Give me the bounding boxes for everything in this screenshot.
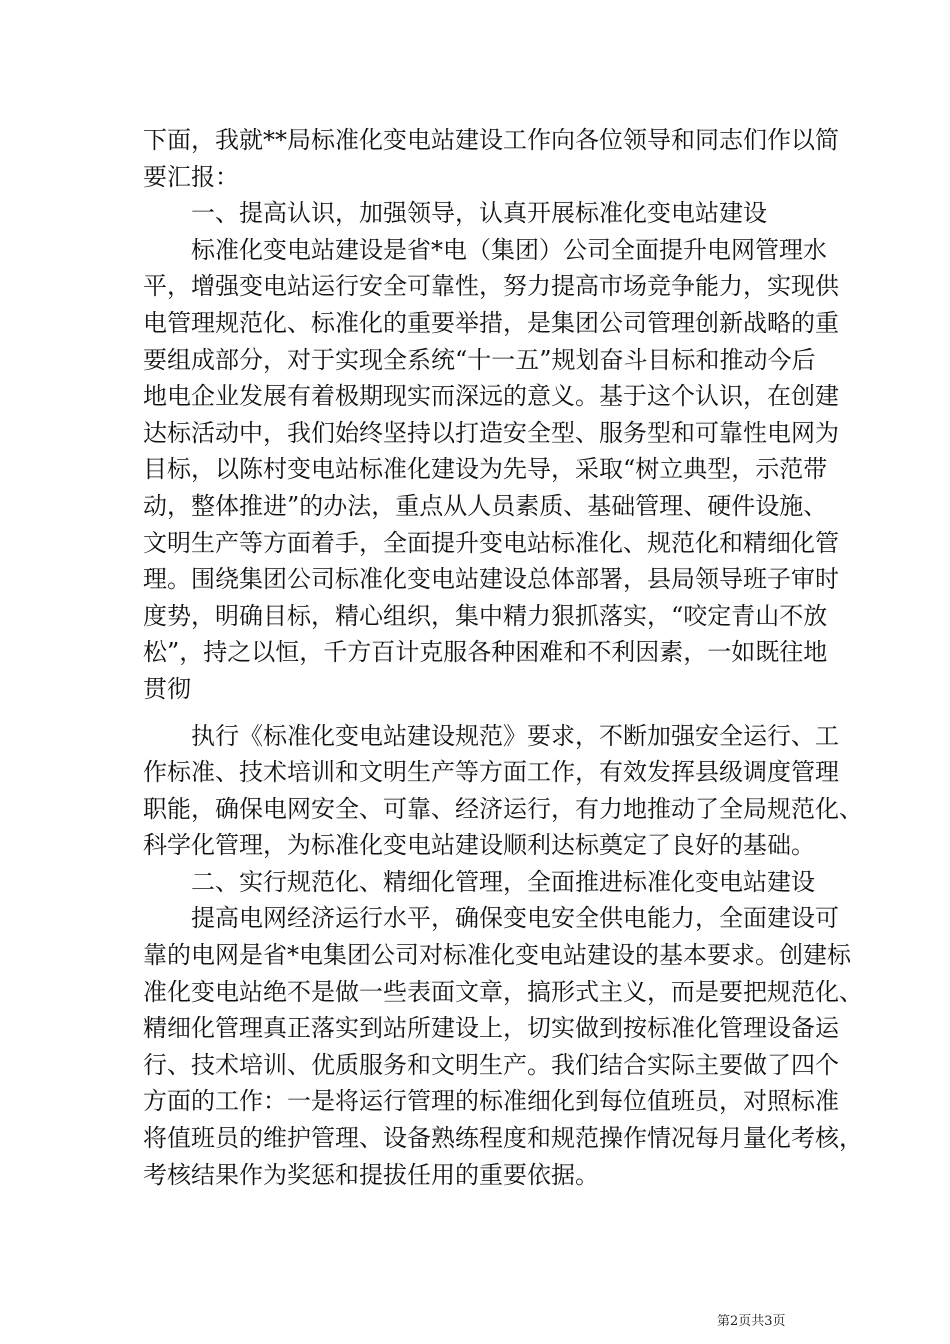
text-line: 理。围绕集团公司标准化变电站建设总体部署，县局领导班子审时 <box>143 565 839 594</box>
text-line: 职能，确保电网安全、可靠、经济运行，有力地推动了全局规范化、 <box>143 794 863 823</box>
text-line: 目标，以陈村变电站标准化建设为先导，采取“树立典型，示范带 <box>143 455 828 484</box>
text-line: 平，增强变电站运行安全可靠性，努力提高市场竞争能力，实现供 <box>143 272 839 301</box>
text-line: 科学化管理，为标准化变电站建设顺利达标奠定了良好的基础。 <box>143 831 815 860</box>
paragraph-first-line: 标准化变电站建设是省*电（集团）公司全面提升电网管理水 <box>191 235 827 264</box>
page-number: 第2页共3页 <box>717 1314 786 1329</box>
text-line: 达标活动中，我们始终坚持以打造安全型、服务型和可靠性电网为 <box>143 418 839 447</box>
text-line: 行、技术培训、优质服务和文明生产。我们结合实际主要做了四个 <box>143 1050 839 1079</box>
document-body <box>143 122 863 1193</box>
text-line: 文明生产等方面着手，全面提升变电站标准化、规范化和精细化管 <box>143 528 839 557</box>
section-heading-1: 一、提高认识，加强领导，认真开展标准化变电站建设 <box>191 199 767 228</box>
text-line: 要组成部分，对于实现全系统“十一五”规划奋斗目标和推动今后 <box>143 345 816 374</box>
text-line: 松”，持之以恒，千方百计克服各种困难和不利因素，一如既往地 <box>143 638 828 667</box>
text-line: 方面的工作：一是将运行管理的标准细化到每位值班员，对照标准 <box>143 1087 839 1116</box>
text-line: 动，整体推进”的办法，重点从人员素质、基础管理、硬件设施、 <box>143 491 828 520</box>
paragraph-first-line: 提高电网经济运行水平，确保变电安全供电能力，全面建设可 <box>191 904 839 933</box>
section-heading-2: 二、实行规范化、精细化管理，全面推进标准化变电站建设 <box>191 867 815 896</box>
text-line: 下面，我就**局标准化变电站建设工作向各位领导和同志们作以简 <box>143 126 839 154</box>
text-line: 作标准、技术培训和文明生产等方面工作，有效发挥县级调度管理 <box>143 758 839 787</box>
paragraph-first-line: 执行《标准化变电站建设规范》要求，不断加强安全运行、工 <box>191 721 839 750</box>
text-line: 电管理规范化、标准化的重要举措，是集团公司管理创新战略的重 <box>143 308 839 337</box>
text-line: 要汇报： <box>143 162 239 191</box>
text-line: 考核结果作为奖惩和提拔任用的重要依据。 <box>143 1160 599 1189</box>
text-line: 准化变电站绝不是做一些表面文章，搞形式主义，而是要把规范化、 <box>143 977 863 1006</box>
text-line: 地电企业发展有着极期现实而深远的意义。基于这个认识，在创建 <box>143 382 839 411</box>
text-line: 靠的电网是省*电集团公司对标准化变电站建设的基本要求。创建标 <box>143 941 851 970</box>
text-line: 将值班员的维护管理、设备熟练程度和规范操作情况每月量化考核， <box>143 1124 863 1153</box>
text-line: 精细化管理真正落实到站所建设上，切实做到按标准化管理设备运 <box>143 1014 839 1043</box>
text-line: 贯彻 <box>143 674 191 703</box>
text-line: 度势，明确目标，精心组织，集中精力狠抓落实，“咬定青山不放 <box>143 601 828 630</box>
